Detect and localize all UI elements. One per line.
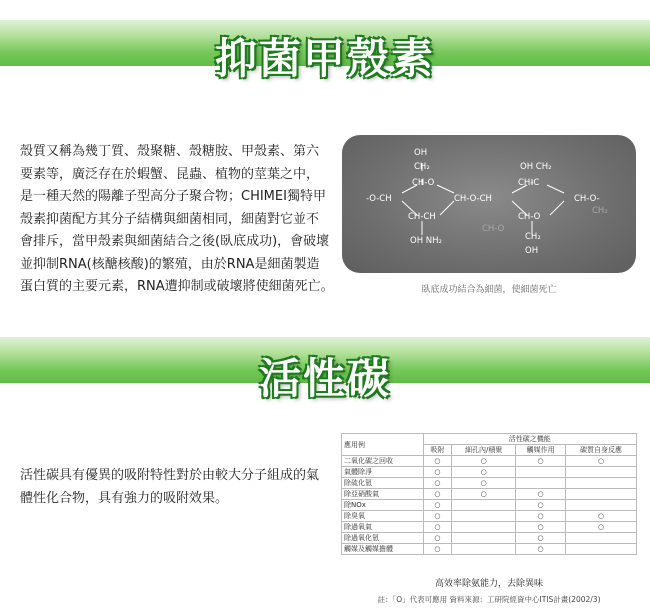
table-cell-mark — [452, 533, 516, 544]
table-cell-mark: ○ — [516, 489, 566, 500]
table-cell-mark: ○ — [423, 533, 452, 544]
table-header-function: 活性碳之機能 — [423, 434, 636, 445]
paragraph-line: 殼素抑菌配方其分子結構與細菌相同，細菌對它並不 — [20, 211, 320, 227]
mol-label: CH-C — [518, 178, 540, 188]
chitosan-description — [20, 141, 338, 299]
table-col-header: 觸媒作用 — [516, 445, 566, 456]
paragraph-line: 會排斥，當甲殼素與細菌結合之後(臥底成功)，會破壞 — [20, 234, 330, 249]
table-row — [342, 500, 637, 511]
table-cell-item: 除臭氧 — [342, 511, 424, 522]
mol-label: CH-O — [518, 212, 541, 222]
table-cell-mark — [566, 467, 637, 478]
table-cell-mark — [566, 544, 637, 555]
mol-label: OH — [525, 246, 539, 256]
activated-carbon-function-table — [341, 433, 637, 555]
table-cell-mark: ○ — [516, 544, 566, 555]
table-cell-mark: ○ — [423, 478, 452, 489]
table-row — [342, 544, 637, 555]
table-cell-mark — [566, 489, 637, 500]
paragraph-line: 殼質又稱為幾丁質、殼聚糖、殼糖胺、甲殼素、第六 — [20, 144, 320, 159]
table-row — [342, 533, 637, 544]
paragraph-line: 體性化合物，具有強力的吸附效果。 — [20, 490, 229, 506]
table-cell-mark: ○ — [566, 456, 637, 467]
table-cell-mark — [516, 478, 566, 489]
table-cell-mark: ○ — [423, 489, 452, 500]
table-cell-mark: ○ — [452, 478, 516, 489]
paragraph-line: 要素等，廣泛存在於蝦蟹、昆蟲、植物的莖葉之中， — [20, 166, 320, 182]
table-cell-mark: ○ — [423, 456, 452, 467]
molecule-caption: 臥底成功結合為細菌，使細菌死亡 — [421, 285, 557, 295]
table-cell-mark — [566, 500, 637, 511]
mol-ghost-label: CH₂ — [592, 206, 608, 216]
table-cell-mark: ○ — [516, 511, 566, 522]
mol-label: -O-CH — [366, 194, 392, 204]
table-row — [342, 467, 637, 478]
table-cell-mark: ○ — [423, 511, 452, 522]
table-cell-mark — [452, 522, 516, 533]
table-cell-item: 二氧化碳之回收 — [342, 456, 424, 467]
table-row — [342, 478, 637, 489]
table-cell-item: 觸媒及觸媒擔體 — [342, 544, 424, 555]
table-cell-mark: ○ — [423, 467, 452, 478]
mol-label: CH₂ — [414, 162, 430, 172]
table-cell-mark: ○ — [566, 522, 637, 533]
table-cell-mark: ○ — [516, 500, 566, 511]
paragraph-line: 並抑制RNA(核醣核酸)的繁殖，由於RNA是細菌製造 — [20, 256, 320, 272]
table-caption: 高效率除氨能力，去除異味 — [434, 579, 543, 589]
table-cell-mark: ○ — [452, 489, 516, 500]
table-cell-mark: ○ — [566, 511, 637, 522]
paragraph-line: 是一種天然的陽離子型高分子聚合物；CHIMEI獨特甲 — [20, 189, 326, 204]
table-cell-mark: ○ — [423, 544, 452, 555]
table-cell-mark — [452, 511, 516, 522]
table-cell-item: 除過氧化氫 — [342, 533, 424, 544]
mol-label: OH CH₂ — [520, 162, 552, 172]
section-title-activated-carbon: 活性碳 — [258, 354, 391, 403]
table-cell-mark — [452, 500, 516, 511]
table-cell-item: 除硫化氫 — [342, 478, 424, 489]
section-title-chitosan: 抑菌甲殼素 — [214, 34, 435, 83]
table-cell-mark: ○ — [423, 522, 452, 533]
activated-carbon-description — [20, 465, 338, 510]
table-cell-item: 除NOx — [342, 500, 424, 511]
mol-label: CH-O-CH — [454, 194, 492, 204]
table-cell-mark: ○ — [423, 500, 452, 511]
table-cell-mark — [566, 533, 637, 544]
table-cell-mark: ○ — [452, 467, 516, 478]
table-source-note: 註：「O」代表可應用 資料來源：工研院經資中心ITIS計畫(2002/3) — [377, 595, 601, 604]
table-row — [342, 522, 637, 533]
table-cell-item: 除亞硝酸氣 — [342, 489, 424, 500]
table-col-header: 細孔內/積聚 — [452, 445, 516, 456]
table-cell-mark — [452, 544, 516, 555]
mol-label: CH-O- — [574, 194, 600, 204]
table-col-header: 碳質自身反應 — [566, 445, 637, 456]
table-col-header: 吸附 — [423, 445, 452, 456]
paragraph-line: 蛋白質的主要元素，RNA遭抑制或破壞將使細菌死亡。 — [20, 279, 334, 294]
mol-label: CH-O — [412, 178, 435, 188]
paragraph-line: 活性碳具有優異的吸附特性對於由較大分子組成的氣 — [20, 468, 320, 483]
table-cell-mark: ○ — [516, 522, 566, 533]
table-row — [342, 511, 637, 522]
molecule-structure-image — [342, 135, 636, 273]
mol-ghost-label: CH-O — [482, 224, 505, 234]
mol-label: OH NH₂ — [410, 236, 442, 246]
table-header-use: 應用例 — [342, 434, 424, 456]
mol-label: CH-CH — [408, 212, 436, 222]
table-cell-mark: ○ — [516, 533, 566, 544]
table-cell-mark — [516, 467, 566, 478]
table-cell-item: 除過氧氣 — [342, 522, 424, 533]
table-cell-mark: ○ — [516, 456, 566, 467]
table-cell-mark: ○ — [452, 456, 516, 467]
table-row — [342, 489, 637, 500]
mol-label: CH₂ — [525, 232, 541, 242]
mol-label: OH — [414, 148, 428, 158]
table-row — [342, 456, 637, 467]
table-cell-item: 氣體除淨 — [342, 467, 424, 478]
table-cell-mark — [566, 478, 637, 489]
